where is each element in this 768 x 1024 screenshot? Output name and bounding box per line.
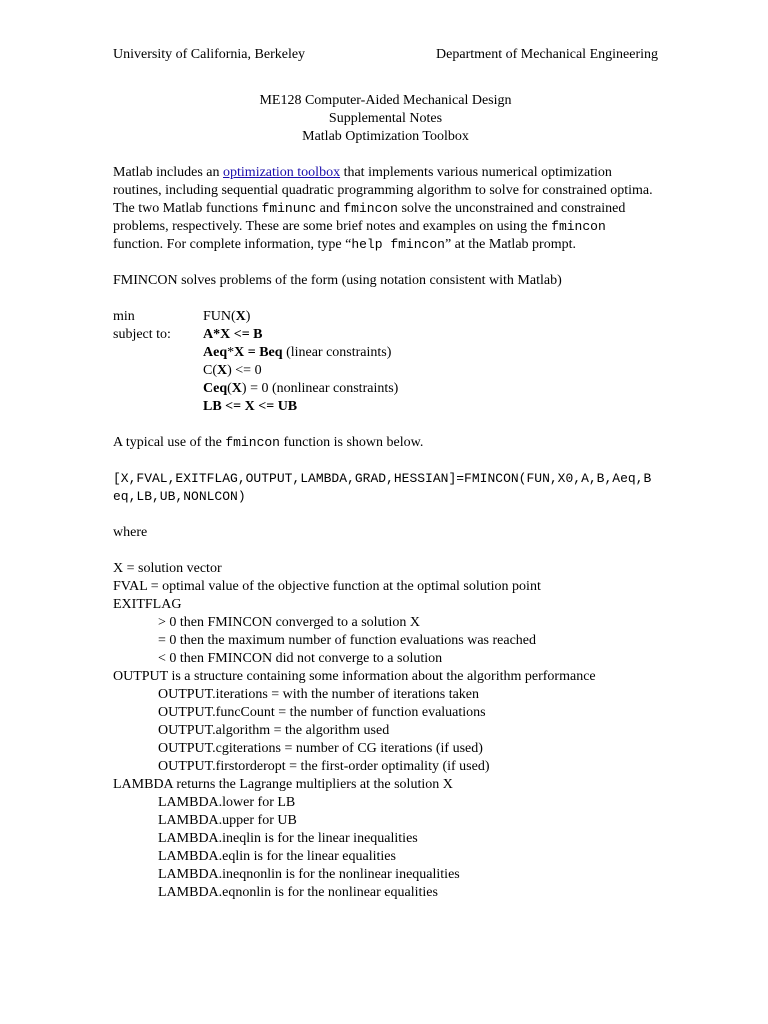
lambda-item: LAMBDA.ineqlin is for the linear inequalities [158,831,418,846]
intro-paragraph [113,164,658,254]
objective: FUN(X) [203,309,251,324]
lambda-item: LAMBDA.lower for LB [158,795,296,810]
intro-text: and [316,201,344,216]
def-lambda: LAMBDA returns the Lagrange multipliers at the solution X [113,777,453,792]
def-output: OUTPUT is a structure containing some information about the algorithm performance [113,669,596,684]
lambda-item: LAMBDA.upper for UB [158,813,297,828]
title-line-3: Matlab Optimization Toolbox [302,129,469,144]
subject-to-label: subject to: [113,327,171,342]
output-item: OUTPUT.firstorderopt = the first-order optimality (if used) [158,759,490,774]
def-x: X = solution vector [113,561,222,576]
typical-use-sentence: A typical use of the fmincon function is shown below. [113,435,424,450]
form-sentence: FMINCON solves problems of the form (using notation consistent with Matlab) [113,273,562,288]
code-fmincon: fmincon [551,219,606,234]
title-line-2: Supplemental Notes [328,111,443,126]
header-right: Department of Mechanical Engineering [436,47,658,62]
problem-statement [113,308,658,416]
constraint-linear-eq: Aeq*X = Beq (linear constraints) [203,345,392,360]
def-fval: FVAL = optimal value of the objective function at the optimal solution point [113,579,541,594]
document-page [113,46,658,902]
constraint-row [113,344,658,362]
constraint-bounds: LB <= X <= UB [203,399,298,414]
fmincon-call-code: [X,FVAL,EXITFLAG,OUTPUT,LAMBDA,GRAD,HESSIAN]=FMINCON(FUN,X0,A,B,Aeq,Beq,LB,UB,NONLCON) [113,471,652,504]
page-header [113,46,658,64]
definitions-list [113,560,658,902]
document-title [113,92,658,146]
output-item: OUTPUT.funcCount = the number of function evaluations [158,705,486,720]
output-item: OUTPUT.algorithm = the algorithm used [158,723,390,738]
exitflag-item: > 0 then FMINCON converged to a solution X [158,615,420,630]
constraint-row [113,398,658,416]
def-exitflag: EXITFLAG [113,597,182,612]
header-left: University of California, Berkeley [113,47,306,62]
code-fminunc: fminunc [261,201,317,216]
constraint-nonlinear-eq: Ceq(X) = 0 (nonlinear constraints) [203,381,399,396]
intro-text: that implements various numerical optimization routines, including sequential quadratic programming algorithm to solve for constrained optima. The two Matlab functions [113,165,653,216]
min-label: min [113,309,135,324]
code-fmincon: fmincon [343,201,398,216]
lambda-item: LAMBDA.ineqnonlin is for the nonlinear inequalities [158,867,460,882]
where-label: where [113,525,148,540]
lambda-item: LAMBDA.eqnonlin is for the nonlinear equalities [158,885,438,900]
constraint-linear-ineq: A*X <= B [203,327,263,342]
intro-text: function. For complete information, type “ [113,237,352,252]
constraint-nonlinear-ineq: C(X) <= 0 [203,363,262,378]
code-fmincon: fmincon [225,435,280,450]
constraint-row [113,380,658,398]
exitflag-item: = 0 then the maximum number of function evaluations was reached [158,633,537,648]
optimization-toolbox-link[interactable]: optimization toolbox [223,165,341,180]
title-line-1: ME128 Computer-Aided Mechanical Design [259,93,512,108]
output-item: OUTPUT.cgiterations = number of CG iterations (if used) [158,741,483,756]
constraint-row [113,362,658,380]
exitflag-item: < 0 then FMINCON did not converge to a solution [158,651,443,666]
objective-row [113,308,658,326]
constraint-row [113,326,658,344]
intro-text: solve the unconstrained and constrained problems, respectively. These are some brief notes and examples on using the [113,201,626,234]
lambda-item: LAMBDA.eqlin is for the linear equalities [158,849,396,864]
intro-text: Matlab includes an [113,165,224,180]
output-item: OUTPUT.iterations = with the number of iterations taken [158,687,480,702]
code-help-fmincon: help fmincon [351,237,445,252]
intro-text: ” at the Matlab prompt. [444,237,576,252]
